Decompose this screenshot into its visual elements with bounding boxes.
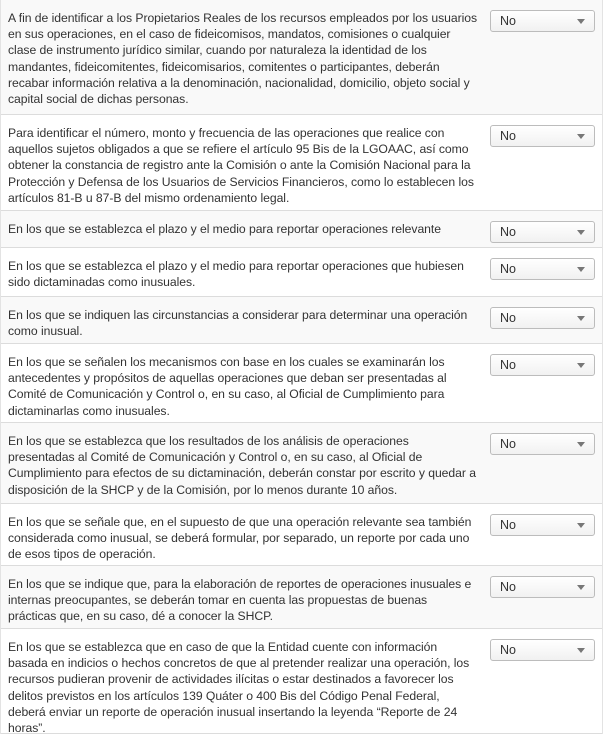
question-row [1, 115, 602, 211]
chevron-down-icon [577, 585, 585, 590]
answer-select[interactable] [490, 639, 595, 661]
question-row [1, 297, 602, 344]
question-row [1, 504, 602, 566]
answer-value: No [500, 518, 516, 532]
answer-value: No [500, 580, 516, 594]
question-row [1, 344, 602, 423]
answer-select[interactable] [490, 307, 595, 329]
answer-select[interactable] [490, 10, 595, 32]
question-row [1, 566, 602, 629]
answer-value: No [500, 225, 516, 239]
chevron-down-icon [577, 363, 585, 368]
question-text: En los que se establezca el plazo y el medio para reportar operaciones que hubiesen sido dictaminadas como inusuales. [8, 259, 464, 290]
answer-value: No [500, 14, 516, 28]
answer-select[interactable] [490, 221, 595, 243]
chevron-down-icon [577, 230, 585, 235]
question-row [1, 0, 602, 115]
answer-value: No [500, 643, 516, 657]
chevron-down-icon [577, 267, 585, 272]
answer-select[interactable] [490, 433, 595, 455]
answer-select[interactable] [490, 514, 595, 536]
answer-value: No [500, 437, 516, 451]
chevron-down-icon [577, 442, 585, 447]
chevron-down-icon [577, 648, 585, 653]
question-text: En los que se señale que, en el supuesto de que una operación relevante sea también considerada como inusual, se deberá formular, por separado, un reporte por cada uno de esos tipos de operación. [8, 515, 472, 562]
chevron-down-icon [577, 19, 585, 24]
answer-select[interactable] [490, 125, 595, 147]
answer-select[interactable] [490, 354, 595, 376]
question-text: En los que se indique que, para la elaboración de reportes de operaciones inusuales e internas preocupantes, se deberán tomar en cuenta las propuestas de buenas prácticas que, en su caso, dé a conocer la SHCP. [8, 577, 472, 624]
chevron-down-icon [577, 134, 585, 139]
question-row [1, 211, 602, 248]
question-text: En los que se establezca el plazo y el medio para reportar operaciones relevante [8, 222, 441, 236]
answer-select[interactable] [490, 258, 595, 280]
answer-value: No [500, 358, 516, 372]
question-row [1, 423, 602, 504]
question-text: Para identificar el número, monto y frecuencia de las operaciones que realice con aquellos sujetos obligados a que se refiere el artículo 95 Bis de la LGOAAC, así como obtener la constancia de registro ante la Comisión o ante la Comisión Nacional para la Protección y Defensa de los Usuarios de Servicios Financieros, como lo establecen los artículos 81-B u 87-B del mismo ordenamiento legal. [8, 126, 474, 205]
question-text: En los que se indiquen las circunstancias a considerar para determinar una operación como inusual. [8, 308, 468, 339]
chevron-down-icon [577, 316, 585, 321]
chevron-down-icon [577, 523, 585, 528]
question-text: A fin de identificar a los Propietarios Reales de los recursos empleados por los usuarios en sus operaciones, en el caso de fideicomisos, mandatos, comisiones o cualquier clase de instrumento jurídico similar, cuando por naturaleza la identidad de los mandantes, fideicomitentes, fideicomisarios, comitentes o participantes, deberán recabar información relativa a la denominación, nacionalidad, domicilio, objeto social y capital social de dichas personas. [8, 11, 478, 107]
question-text: En los que se señalen los mecanismos con base en los cuales se examinarán los antecedentes y propósitos de aquellas operaciones que deban ser presentadas al Comité de Comunicación y Control o, en su caso, al Oficial de Cumplimiento para dictaminarlas como inusuales. [8, 355, 447, 418]
question-row [1, 248, 602, 297]
question-row [1, 629, 602, 734]
answer-value: No [500, 311, 516, 325]
answer-select[interactable] [490, 576, 595, 598]
question-text: En los que se establezca que en caso de que la Entidad cuente con información basada en indicios o hechos concretos de que al pretender realizar una operación, los recursos pudieran provenir de actividades ilícitas o estar destinados a favorecer los delitos previstos en los artículos 139 Quáter o 400 Bis del Código Penal Federal, deberá enviar un reporte de operación inusual insertando la leyenda “Reporte de 24 horas”. [8, 640, 470, 736]
question-text: En los que se establezca que los resultados de los análisis de operaciones presentadas al Comité de Comunicación y Control o, en su caso, al Oficial de Cumplimiento para efectos de su dictaminación, deberán constar por escrito y quedar a disposición de la SHCP y de la Comisión, por lo menos durante 10 años. [8, 434, 476, 497]
answer-value: No [500, 129, 516, 143]
answer-value: No [500, 262, 516, 276]
